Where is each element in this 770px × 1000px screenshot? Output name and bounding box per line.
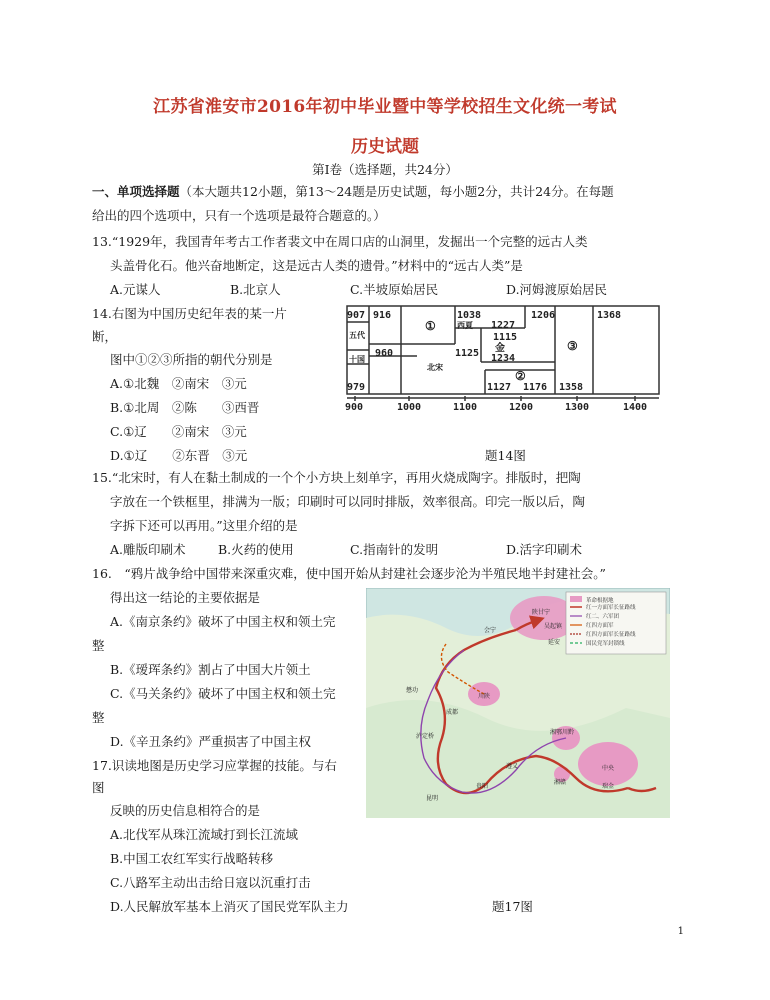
chrono-label-907: 907 [347,310,366,321]
place-huining: 会宁 [484,627,497,634]
q14-option-b: B.①北周 ②陈 ③西晋 [110,400,260,415]
axis-900: 900 [345,402,364,412]
place-ludingqiao: 泸定桥 [416,733,435,740]
q17-option-c: C.八路军主动出击给日寇以沉重打击 [110,875,311,890]
axis-1400: 1400 [623,402,648,412]
q17-stem1: 17.识读地图是历史学习应掌握的技能。与右 [92,758,337,773]
q17-stem3: 反映的历史信息相符合的是 [110,803,261,818]
marker-1: ① [425,319,436,333]
chrono-label-beisong: 北宋 [427,363,443,372]
q16-option-c: C.《马关条约》破坏了中国主权和领土完 [110,686,336,701]
place-shaanganning: 陕甘宁 [532,609,551,616]
q13-option-b: B.北京人 [230,282,281,297]
chrono-label-xixia: 西夏 [457,321,473,330]
legend-base: 革命根据地 [586,598,614,604]
legend-route1: 红一方面军长征路线 [586,605,636,611]
q16-option-c-cont: 整 [92,710,105,725]
q15-stem1: 15.“北宋时，有人在黏土制成的一个个小方块上刻单字，再用火烧成陶字。排版时，把陶 [92,470,581,485]
chrono-label-1038: 1038 [457,310,482,321]
chrono-label-916: 916 [373,310,392,321]
axis-1000: 1000 [397,402,422,412]
axis-1200: 1200 [509,402,534,412]
q14-stem1: 14.右图为中国历史纪年表的某一片 [92,306,287,321]
q17-stem2: 图 [92,780,105,795]
q13-stem1: 13.“1929年，我国青年考古工作者裴文中在周口店的山洞里，发掘出一个完整的远古人类 [92,234,588,249]
q14-option-d: D.①辽 ②东晋 ③元 [110,448,248,463]
q17-caption: 题17图 [492,899,533,914]
chrono-label-jin: 金 [495,343,505,354]
chrono-label-1368: 1368 [597,310,622,321]
chrono-label-1125: 1125 [455,348,480,359]
marker-3: ③ [567,339,578,353]
chrono-label-1227: 1227 [491,320,516,331]
q14-stem3: 图中①②③所指的朝代分别是 [110,352,273,367]
chrono-label-1234: 1234 [491,353,516,364]
section1-line1 [92,184,614,200]
chrono-label-1176: 1176 [523,382,548,393]
chrono-label-1358: 1358 [559,382,584,393]
q16-option-a-cont: 整 [92,638,105,653]
base-central [578,742,638,786]
place-wuqizhen: 吴起镇 [544,623,563,630]
place-guiyang: 贵阳 [476,783,489,790]
q13-option-d: D.河姆渡原始居民 [506,282,608,297]
q15-stem3: 字拆下还可以再用。”这里介绍的是 [110,518,298,533]
q17-option-d: D.人民解放军基本上消灭了国民党军队主力 [110,899,349,914]
q16-option-d: D.《辛丑条约》严重损害了中国主权 [110,734,312,749]
chronology-chart [345,300,663,412]
section1-intro2: 给出的四个选项中，只有一个选项是最符合题意的。） [92,208,386,223]
exam-title: 江苏省淮安市2016年初中毕业暨中等学校招生文化统一考试 [153,97,617,117]
place-central: 中央 [602,765,615,772]
q16-option-b: B.《瑷珲条约》割占了中国大片领土 [110,662,311,677]
q15-stem2: 字放在一个铁框里，排满为一版；印刷时可以同时排版，效率很高。印完一版以后，陶 [110,494,586,509]
q15-option-c: C.指南针的发明 [350,542,439,557]
q15-option-a: A.雕版印刷术 [110,542,186,557]
axis-1300: 1300 [565,402,590,412]
chrono-label-1206: 1206 [531,310,556,321]
place-yanan: 延安 [548,639,561,646]
q14-option-a: A.①北魏 ②南宋 ③元 [110,376,247,391]
place-chengdu: 成都 [446,709,459,716]
chrono-label-1127: 1127 [487,382,512,393]
place-xiangexichuanqian: 湘鄂川黔 [550,729,575,736]
q13-stem2: 头盖骨化石。他兴奋地断定，这是远古人类的遗骨。”材料中的“远古人类”是 [110,258,523,273]
q16-option-a: A.《南京条约》破坏了中国主权和领土完 [110,614,336,629]
chrono-label-1115: 1115 [493,332,518,343]
long-march-map [366,588,670,818]
chrono-label-979: 979 [347,382,366,393]
exam-subtitle: 历史试题 [351,137,419,157]
legend-route3: 红四方面军 [586,623,614,629]
q14-option-c: C.①辽 ②南宋 ③元 [110,424,247,439]
chrono-label-wudai: 五代 [349,331,365,340]
q15-option-d: D.活字印刷术 [506,542,583,557]
legend-route4: 红四方面军长征路线 [586,632,636,638]
place-chuanshaan: 川陕 [478,693,491,700]
q15-option-b: B.火药的使用 [218,542,294,557]
place-xianggan: 湘赣 [554,779,567,786]
chrono-label-960: 960 [375,348,394,359]
q17-option-a: A.北伐军从珠江流域打到长江流域 [110,827,299,842]
marker-2: ② [515,369,526,383]
page-number: 1 [677,926,684,937]
q13-option-c: C.半坡原始居民 [350,282,439,297]
place-ruijin: 瑞金 [602,783,615,790]
place-kunming: 昆明 [426,795,439,802]
axis-1100: 1100 [453,402,478,412]
q16-stem2: 得出这一结论的主要依据是 [110,590,261,605]
section1-heading: 一、单项选择题 [92,184,180,199]
q17-option-b: B.中国工农红军实行战略转移 [110,851,274,866]
q13-option-a: A.元谋人 [110,282,161,297]
q16-stem1: 16. “鸦片战争给中国带来深重灾难，使中国开始从封建社会逐步沦为半殖民地半封建社会。” [92,566,606,581]
chrono-label-shiguo: 十国 [349,355,365,364]
section1-intro: （本大题共12小题，第13～24题是历史试题，每小题2分，共计24分。在每题 [179,184,614,199]
section-label: 第Ⅰ卷（选择题，共24分） [312,162,458,177]
q14-stem2: 断， [92,329,118,344]
legend-route2: 红二、六军团 [586,614,620,620]
q14-caption: 题14图 [485,448,526,463]
legend-blockade: 国民党军封锁线 [586,641,625,647]
place-maogong: 懋功 [406,687,419,694]
place-zunyi: 遵义 [506,763,519,770]
